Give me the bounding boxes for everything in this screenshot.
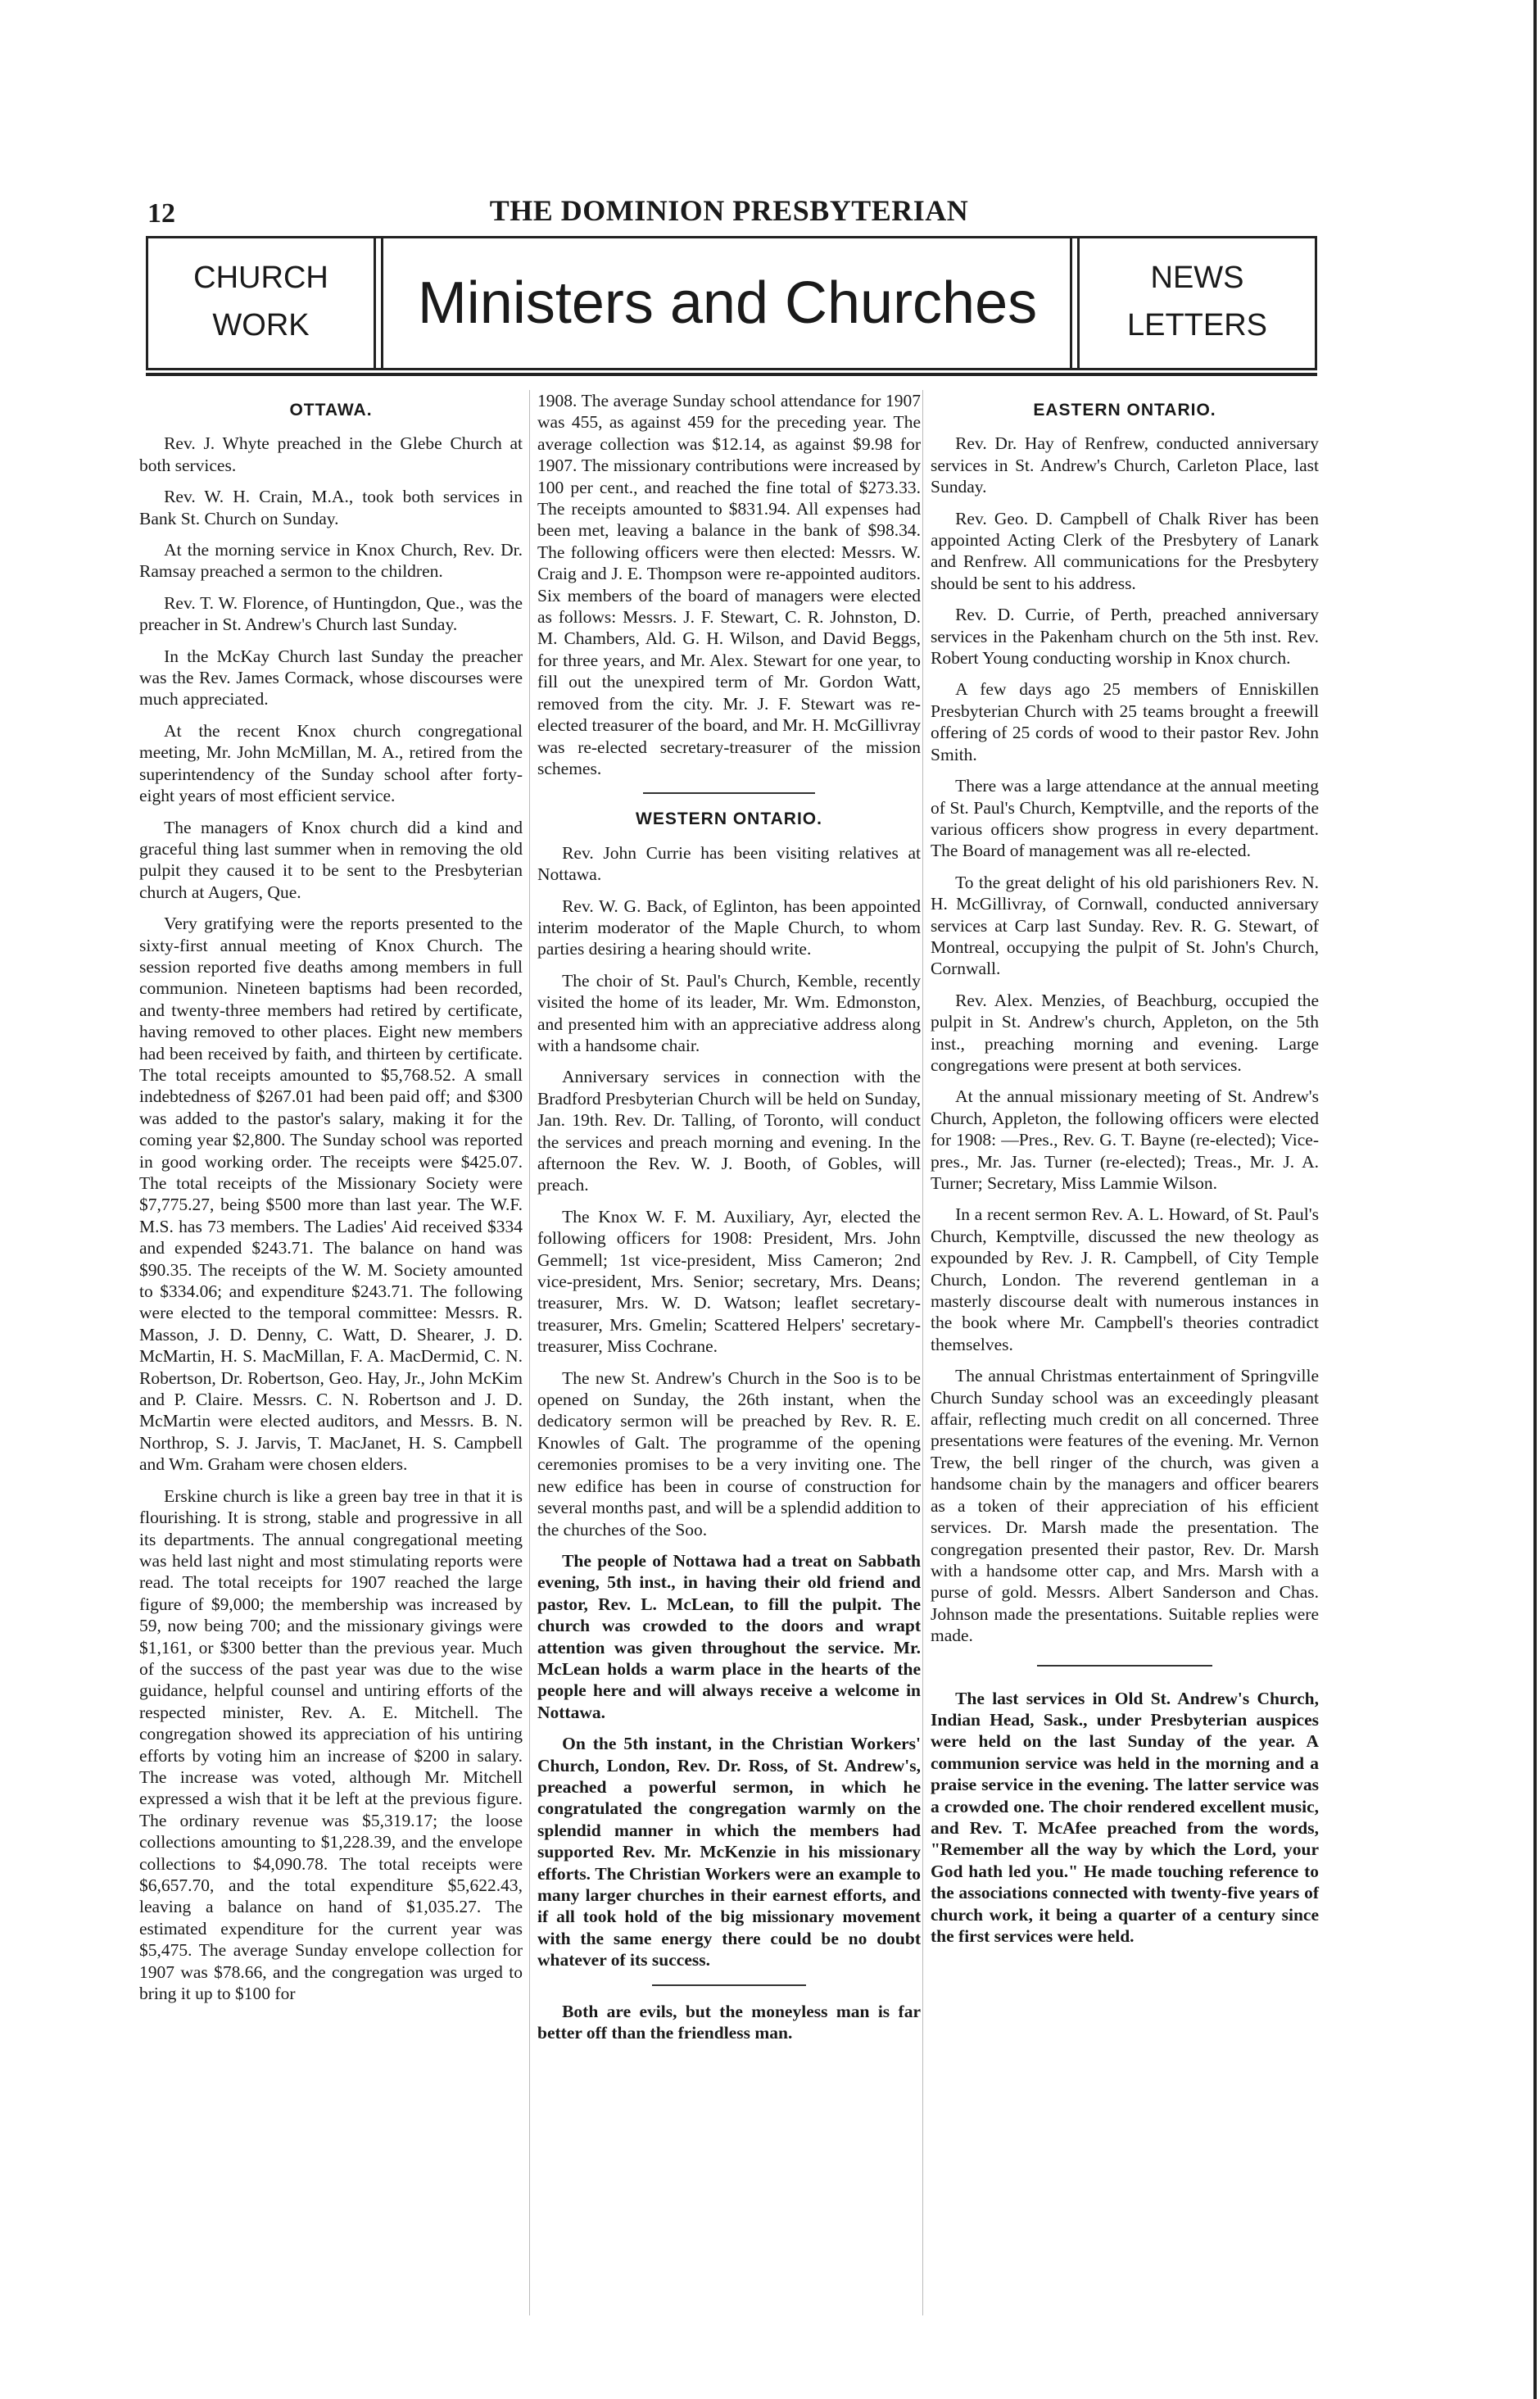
banner-right-line1: NEWS	[1150, 261, 1244, 295]
news-item: The annual Christmas entertainment of Springville Church Sunday school was an exceedingly pleasant affair, reflecting much credit on all concerned. Three presentations were features of the evening. Mr. Vernon Trew, the bell ringer of the church, was given a handsome chain by the managers and officer bearers as a token of their appreciation of his efficient services. Dr. Marsh made the presentation. The congregation presented their pastor, Rev. Dr. Marsh with a handsome otter cap, and Mrs. Marsh with a purse of gold. Messrs. Albert Sanderson and Chas. Johnson made the presentations. Suitable replies were made.	[931, 1366, 1319, 1646]
news-item: At the annual missionary meeting of St. Andrew's Church, Appleton, the following officers were elected for 1908: —Pres., Rev. G. T. Bayne (re-elected); Vice-pres., Mr. Jas. Turner (re-elected); Treas., Mr. J. A. Turner; Secretary, Miss Lammie Wilson.	[931, 1086, 1319, 1193]
news-item: Rev. T. W. Florence, of Huntingdon, Que., was the preacher in St. Andrew's Church last Sunday.	[139, 592, 523, 635]
news-item: There was a large attendance at the annual meeting of St. Paul's Church, Kemptville, and the reports of the various officers show progress in every department. The Board of management was all re-elected.	[931, 776, 1319, 861]
column-divider	[922, 390, 923, 2315]
section-separator	[1037, 1665, 1212, 1667]
news-item: Very gratifying were the reports presented to the sixty-first annual meeting of Knox Church. The session reported five deaths among members in full communion. Nineteen baptisms had been recorded, and twenty-three members had retired by certificate, having removed to other places. Eight new members had been received by faith, and thirteen by certificate. The total receipts amounted to $5,768.52. A small indebtedness of $267.01 had been paid off; and $300 was added to the pastor's salary, making it for the coming year $2,800. The Sunday school was reported in good working order. The receipts were $425.07. The total receipts of the Missionary Society were $7,775.27, being $500 more than last year. The W.F. M.S. has 73 members. The Ladies' Aid received $334 and expended $243.71. The balance on hand was $90.35. The receipts of the W. M. Society amounted to $334.06; and expenditure $243.71. The following were elected to the temporal committee: Messrs. R. Masson, J. D. Denny, C. Watt, D. Shearer, J. D. McMartin, H. S. MacMillan, F. A. MacDermid, C. N. Robertson, Dr. Robertson, Geo. Hay, Jr., John McKim and P. Claire. Messrs. C. N. Robertson and J. D. McMartin were elected auditors, and Messrs. B. N. Northrop, S. J. Jarvis, T. MacJanet, H. S. Campbell and Wm. Graham were chosen elders.	[139, 914, 523, 1475]
news-item-continued: 1908. The average Sunday school attendance for 1907 was 455, as against 459 for the preceding year. The average collection was $12.14, as against $9.98 for 1907. The missionary contributions were increased by 100 per cent., and reached the fine total of $273.33. The receipts amounted to $831.94. All expenses had been met, leaving a balance in the bank of $98.34. The following officers were then elected: Messrs. W. Craig and J. E. Thompson were re-appointed auditors. Six members of the board of managers were elected as follows: Messrs. J. F. Stewart, C. R. Johnston, D. M. Chambers, Ald. G. H. Wilson, and David Beggs, for three years, and Mr. Alex. Stewart for one year, to fill out the unexpired term of Mr. Gordon Watt, removed from the city. Mr. J. F. Stewart was re-elected treasurer of the board, and Mr. H. McGillivray was re-elected secretary-treasurer of the mission schemes.	[537, 391, 921, 778]
news-item: Anniversary services in connection with the Bradford Presbyterian Church will be held on Sunday, Jan. 19th. Rev. Dr. Talling, of Toronto, will conduct the services and preach morning and evening. In the afternoon the Rev. W. J. Booth, of Gobles, will preach.	[537, 1067, 921, 1195]
heading-ottawa: OTTAWA.	[289, 401, 373, 419]
publication-title: THE DOMINION PRESBYTERIAN	[489, 194, 969, 227]
section-banner	[146, 236, 1317, 370]
news-item: At the morning service in Knox Church, Rev. Dr. Ramsay preached a sermon to the children.	[139, 540, 523, 582]
banner-right-line2: LETTERS	[1126, 308, 1268, 342]
news-item: At the recent Knox church congregational meeting, Mr. John McMillan, M. A., retired from the superintendency of the Sunday school after forty-eight years of most efficient service.	[139, 720, 523, 806]
news-item: The people of Nottawa had a treat on Sabbath evening, 5th inst., in having their old friend and pastor, Rev. L. McLean, to fill the pulpit. The church was crowded to the doors and wrapt attention was given throughout the service. Mr. McLean holds a warm place in the hearts of the people here and will always receive a welcome in Nottawa.	[537, 1550, 921, 1722]
column-1	[139, 390, 523, 2014]
banner-title: Ministers and Churches	[417, 270, 1038, 336]
running-header	[139, 187, 1319, 228]
news-item: Rev. D. Currie, of Perth, preached anniversary services in the Pakenham church on the 5th inst. Rev. Robert Young conducting worship in Knox church.	[931, 605, 1319, 669]
news-item: The new St. Andrew's Church in the Soo is to be opened on Sunday, the 26th instant, when the dedicatory sermon will be preached by Rev. R. E. Knowles of Galt. The programme of the opening ceremonies promises to be a very inviting one. The new edifice has been in course of construction for several months past, and will be a splendid addition to the churches of the Soo.	[537, 1367, 921, 1540]
banner-under-rule	[146, 373, 1317, 376]
news-item: Erskine church is like a green bay tree in that it is flourishing. It is strong, stable and progressive in all its departments. The annual congregational meeting was held last night and most stimulating reports were read. The total receipts for 1907 reached the large figure of $9,000; the membership was increased by 59, now being 700; and the missionary givings were $1,161, or $300 better than the previous year. Much of the success of the past year was due to the wise guidance, helpful counsel and untiring efforts of the respected minister, Rev. A. E. Mitchell. The congregation showed its appreciation of his untiring efforts by voting him an increase of $200 in salary. The increase was voted, although Mr. Mitchell expressed a wish that it be left at the previous figure. The ordinary revenue was $5,319.17; the loose collections amounting to $1,228.39, and the envelope collections to $4,090.78. The total receipts were $6,657.70, and the total expenditure $5,622.43, leaving a balance on hand of $1,035.27. The estimated expenditure for the current year was $5,475. The average Sunday envelope collection for 1907 was $78.66, and the congregation was urged to bring it up to $100 for	[139, 1485, 523, 2004]
news-item: The choir of St. Paul's Church, Kemble, recently visited the home of its leader, Mr. Wm. Edmonston, and presented him with an appreciative address along with a handsome chair.	[537, 970, 921, 1055]
column-3	[931, 390, 1319, 1957]
news-item: A few days ago 25 members of Enniskillen Presbyterian Church with 25 teams brought a freewill offering of 25 cords of wood to their pastor Rev. John Smith.	[931, 679, 1319, 764]
news-item: Rev. J. Whyte preached in the Glebe Church at both services.	[139, 433, 523, 475]
banner-divider-right	[1070, 238, 1072, 368]
news-item: On the 5th instant, in the Christian Workers' Church, London, Rev. Dr. Ross, of St. Andrew's, preached a powerful sermon, in which he congratulated the congregation warmly on the splendid manner in which the members had supported Rev. Mr. McKenzie in his missionary efforts. The Christian Workers were an example to many larger churches in their earnest efforts, and if all took hold of the big missionary movement with the same energy there could be no doubt whatever of its success.	[537, 1734, 921, 1970]
news-item: Rev. Alex. Menzies, of Beachburg, occupied the pulpit in St. Andrew's church, Appleton, on the 5th inst., preaching morning and evening. Large congregations were present at both services.	[931, 990, 1319, 1075]
news-item: The managers of Knox church did a kind and graceful thing last summer when in removing the old pulpit they caused it to be sent to the Presbyterian church at Augers, Que.	[139, 817, 523, 902]
news-item: In a recent sermon Rev. A. L. Howard, of St. Paul's Church, Kemptville, discussed the new theology as expounded by Rev. J. R. Campbell, of City Temple Church, London. The reverend gentleman in a masterly discourse dealt with numerous instances in the book where Mr. Campbell's theories contradict themselves.	[931, 1204, 1319, 1354]
column-2	[537, 390, 921, 2053]
news-item: To the great delight of his old parishioners Rev. N. H. McGillivray, of Cornwall, conducted anniversary services at Carp last Sunday. Rev. R. G. Stewart, of Montreal, occupying the pulpit of St. John's Church, Cornwall.	[931, 872, 1319, 979]
news-item: In the McKay Church last Sunday the preacher was the Rev. James Cormack, whose discourses were much appreciated.	[139, 646, 523, 710]
page-number: 12	[147, 198, 175, 229]
banner-left-line2: WORK	[212, 308, 310, 342]
banner-divider-left	[381, 238, 383, 368]
news-item: Rev. John Currie has been visiting relatives at Nottawa.	[537, 842, 921, 885]
column-divider	[529, 390, 530, 2315]
news-item: The Knox W. F. M. Auxiliary, Ayr, elected the following officers for 1908: President, Mrs. John Gemmell; 1st vice-president, Miss Cameron; 2nd vice-president, Mrs. Senior; secretary, Mrs. Deans; treasurer, Mrs. W. D. Watson; leaflet secretary-treasurer, Mrs. Gmelin; Scattered Helpers' secretary-treasurer, Miss Cochrane.	[537, 1206, 921, 1357]
news-item: Rev. W. H. Crain, M.A., took both services in Bank St. Church on Sunday.	[139, 487, 523, 528]
newspaper-page	[139, 180, 1319, 2327]
news-item: Rev. Dr. Hay of Renfrew, conducted anniversary services in St. Andrew's Church, Carleton Place, last Sunday.	[931, 433, 1319, 497]
banner-right-box	[1077, 238, 1315, 368]
heading-western-ontario: WESTERN ONTARIO.	[636, 809, 822, 829]
section-separator	[643, 792, 816, 794]
banner-left-line1: CHURCH	[193, 261, 328, 295]
proverb: Both are evils, but the moneyless man is far better off than the friendless man.	[537, 2001, 921, 2043]
banner-left-box	[148, 238, 376, 368]
section-separator	[652, 1984, 805, 1986]
news-item: Rev. W. G. Back, of Eglinton, has been appointed interim moderator of the Maple Church, to whom parties desiring a hearing should write.	[537, 896, 921, 959]
page-edge-rule	[1533, 0, 1537, 2399]
heading-eastern-ontario: EASTERN ONTARIO.	[1033, 401, 1216, 419]
news-item: The last services in Old St. Andrew's Church, Indian Head, Sask., under Presbyterian auspices were held on the last Sunday of the year. A communion service was held in the morning and a praise service in the evening. The latter service was a crowded one. The choir rendered excellent music, and Rev. T. McAfee preached from the words, "Remember all the way by which the Lord, your God hath led you." He made touching reference to the associations connected with twenty-five years of church work, it being a quarter of a century since the first services were held.	[931, 1688, 1319, 1946]
news-item: Rev. Geo. D. Campbell of Chalk River has been appointed Acting Clerk of the Presbytery of Lanark and Renfrew. All communications for the Presbytery should be sent to his address.	[931, 508, 1319, 593]
